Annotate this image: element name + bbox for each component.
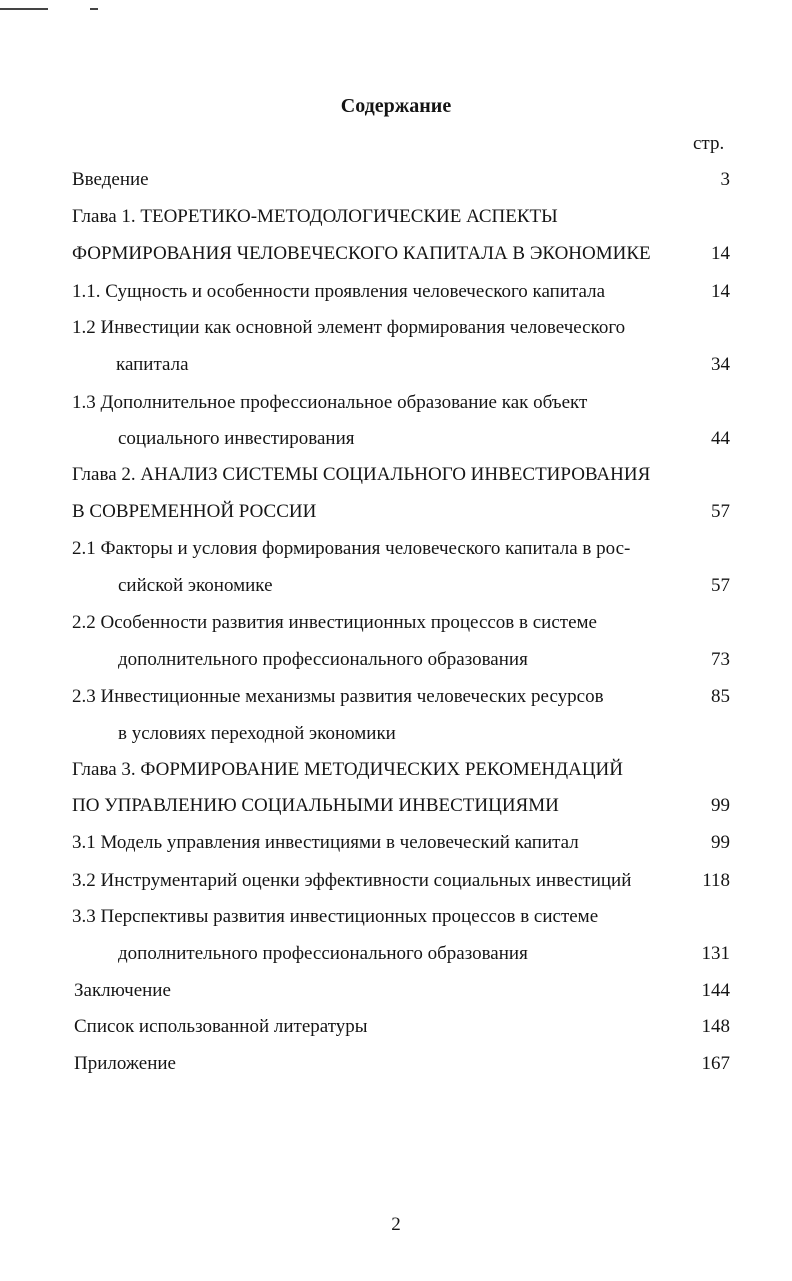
toc-entry-page: 99 bbox=[711, 795, 730, 816]
toc-entry-page: 131 bbox=[701, 943, 730, 964]
toc-entry-page: 3 bbox=[720, 169, 730, 190]
toc-entry-text: В СОВРЕМЕННОЙ РОССИИ bbox=[72, 501, 317, 522]
toc-entry-text: капитала bbox=[116, 354, 189, 375]
toc-entry-text: Заключение bbox=[74, 980, 171, 1001]
toc-entry-page: 99 bbox=[711, 832, 730, 853]
toc-entry-page: 44 bbox=[711, 428, 730, 449]
toc-entry-text: Глава 2. АНАЛИЗ СИСТЕМЫ СОЦИАЛЬНОГО ИНВЕСТИРОВАНИЯ bbox=[72, 464, 651, 485]
toc-entry-text: ФОРМИРОВАНИЯ ЧЕЛОВЕЧЕСКОГО КАПИТАЛА В ЭКОНОМИКЕ bbox=[72, 243, 651, 264]
toc-entry-text: Глава 3. ФОРМИРОВАНИЕ МЕТОДИЧЕСКИХ РЕКОМЕНДАЦИЙ bbox=[72, 759, 623, 780]
toc-entry-text: социального инвестирования bbox=[118, 428, 355, 449]
toc-entry-text: в условиях переходной экономики bbox=[118, 723, 396, 744]
toc-entry-text: Глава 1. ТЕОРЕТИКО-МЕТОДОЛОГИЧЕСКИЕ АСПЕКТЫ bbox=[72, 206, 558, 227]
toc-entry-page: 148 bbox=[701, 1016, 730, 1037]
toc-entry-text: 3.2 Инструментарий оценки эффективности социальных инвестиций bbox=[72, 870, 632, 891]
toc-entry-page: 14 bbox=[711, 243, 730, 264]
toc-entry-text: 1.3 Дополнительное профессиональное образование как объект bbox=[72, 392, 588, 413]
page-column-label: стр. bbox=[693, 133, 725, 154]
toc-entry-text: дополнительного профессионального образования bbox=[118, 649, 528, 670]
toc-entry-text: 1.2 Инвестиции как основной элемент формирования человеческого bbox=[72, 317, 626, 338]
toc-entry-page: 57 bbox=[711, 501, 730, 522]
toc-entry-page: 167 bbox=[701, 1053, 730, 1074]
toc-entry-text: Список использованной литературы bbox=[74, 1016, 368, 1037]
scan-mark bbox=[90, 8, 98, 10]
scan-mark bbox=[0, 8, 48, 10]
page-title: Содержание bbox=[340, 95, 452, 117]
toc-entry-page: 14 bbox=[711, 281, 730, 302]
toc-entry-text: 3.1 Модель управления инвестициями в человеческий капитал bbox=[72, 832, 579, 853]
toc-entry-text: 2.2 Особенности развития инвестиционных процессов в системе bbox=[72, 612, 597, 633]
page-number: 2 bbox=[391, 1214, 401, 1235]
toc-entry-page: 144 bbox=[701, 980, 730, 1001]
toc-entry-page: 57 bbox=[711, 575, 730, 596]
toc-entry-text: 2.3 Инвестиционные механизмы развития человеческих ресурсов bbox=[72, 686, 604, 707]
toc-entry-page: 73 bbox=[711, 649, 730, 670]
toc-entry-text: дополнительного профессионального образования bbox=[118, 943, 528, 964]
toc-entry-text: сийской экономике bbox=[118, 575, 273, 596]
toc-entry-page: 85 bbox=[711, 686, 730, 707]
toc-entry-text: ПО УПРАВЛЕНИЮ СОЦИАЛЬНЫМИ ИНВЕСТИЦИЯМИ bbox=[72, 795, 559, 816]
toc-entry-page: 118 bbox=[702, 870, 730, 891]
toc-entry-text: 1.1. Сущность и особенности проявления человеческого капитала bbox=[72, 281, 606, 302]
toc-entry-page: 34 bbox=[711, 354, 730, 375]
toc-entry-text: Приложение bbox=[74, 1053, 176, 1074]
toc-entry-text: 3.3 Перспективы развития инвестиционных процессов в системе bbox=[72, 906, 599, 927]
toc-entry-text: Введение bbox=[72, 169, 149, 190]
toc-entry-text: 2.1 Факторы и условия формирования человеческого капитала в рос- bbox=[72, 538, 631, 559]
